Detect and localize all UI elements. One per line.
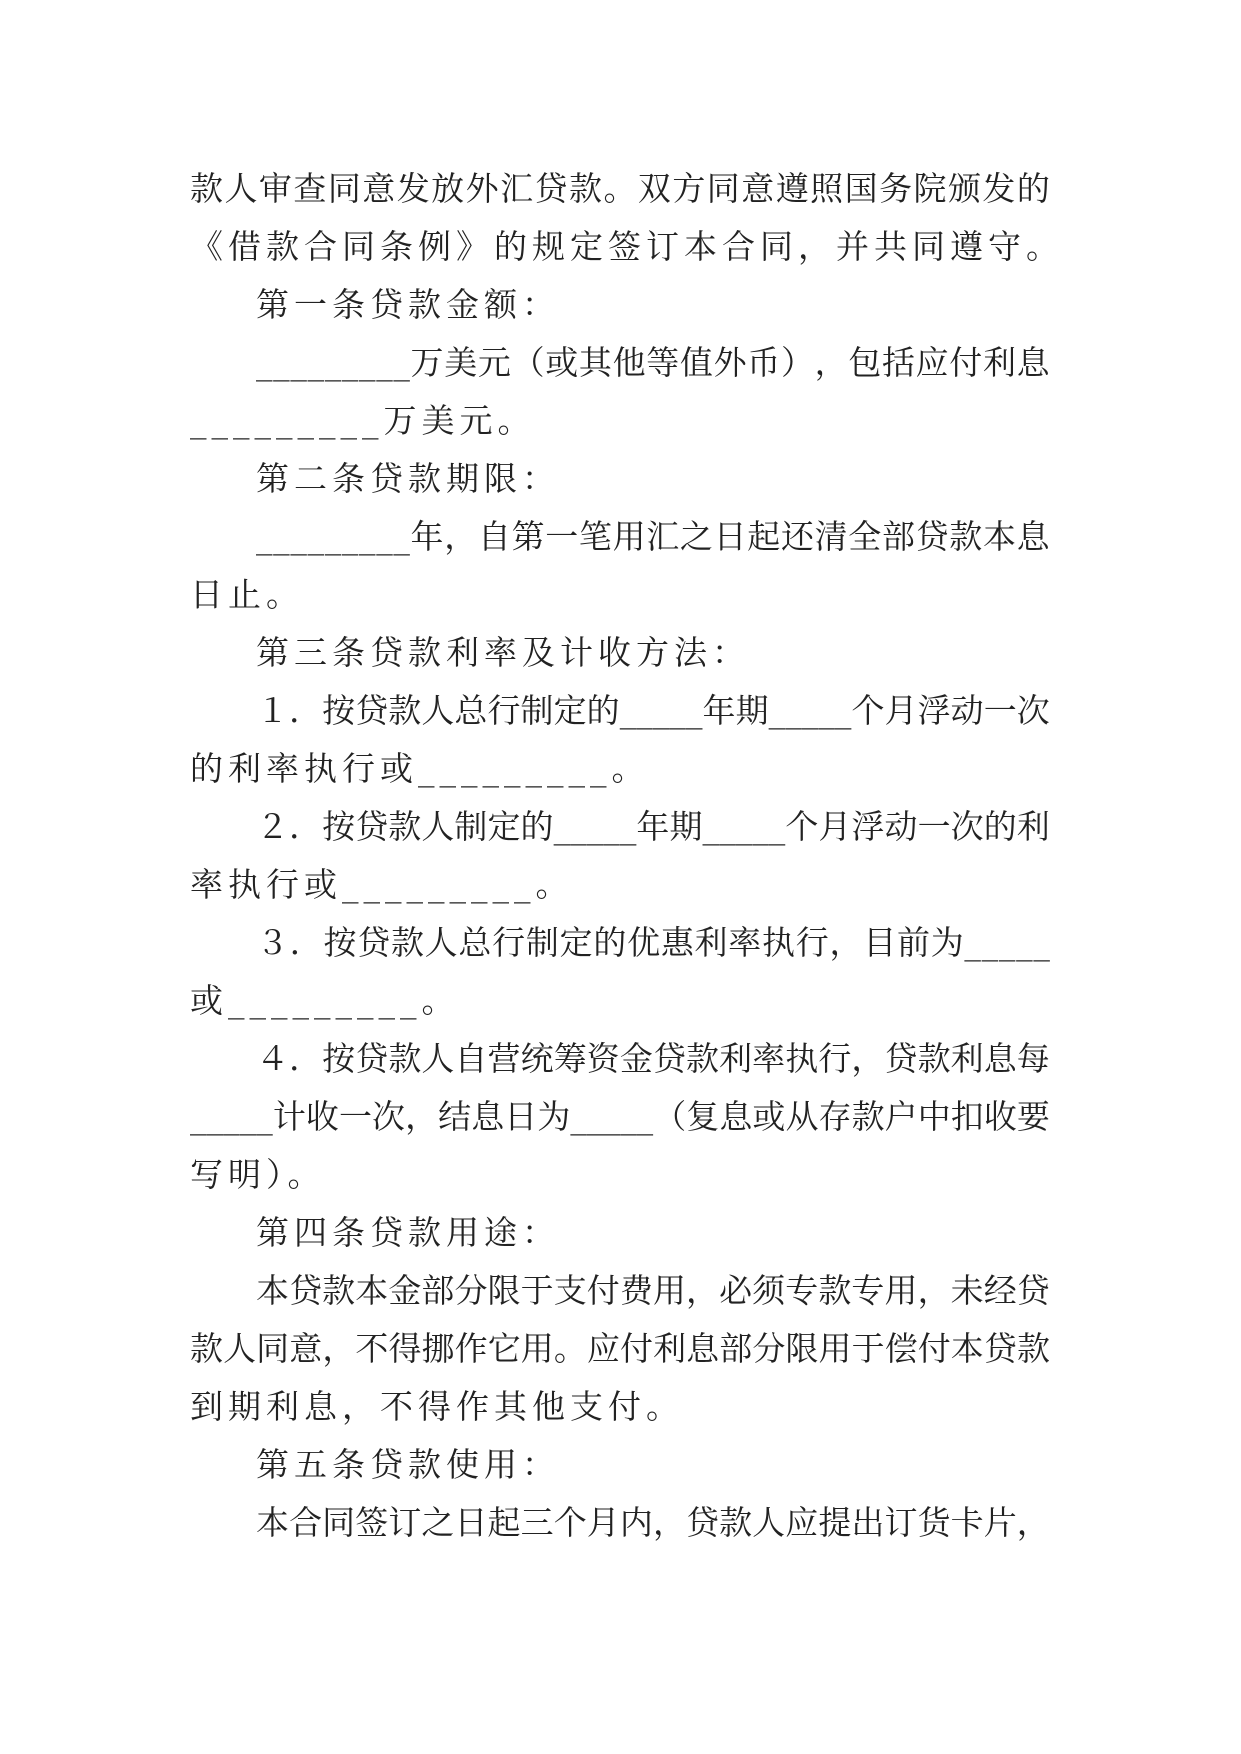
article-3-item-1-line-1: １ ． 按 贷 款 人 总 行 制 定 的 _ _ _ _ _ 年 期 _ _ _ _ _ 个 月 浮 动 一 次 (256, 691, 1050, 730)
article-3-item-4-line-3: 写明）。 (190, 1155, 326, 1194)
article-1-line-1: _ _ _ _ _ _ _ _ _ 万 美 元 （ 或 其 他 等 值 外 币 ） ， 包 括 应 付 利 息 (256, 343, 1050, 382)
article-1-line-2: _________万美元。 (190, 401, 536, 440)
article-5-line-1: 本 合 同 签 订 之 日 起 三 个 月 内 ， 贷 款 人 应 提 出 订 货 卡 片 ， (256, 1503, 1050, 1542)
article-4-line-2: 款 人 同 意 ， 不 得 挪 作 它 用 。 应 付 利 息 部 分 限 用 于 偿 付 本 贷 款 (190, 1329, 1050, 1368)
contract-body (190, 160, 1064, 1552)
article-3-item-3-line-1: ３ ． 按 贷 款 人 总 行 制 定 的 优 惠 利 率 执 行 ， 目 前 为 _ _ _ _ _ (256, 923, 1050, 962)
article-3-item-2-line-1: ２ ． 按 贷 款 人 制 定 的 _ _ _ _ _ 年 期 _ _ _ _ _ 个 月 浮 动 一 次 的 利 (256, 807, 1050, 846)
paragraph-line-2: 《借款合同条例》的规定签订本合同，并共同遵守。 (190, 227, 1064, 266)
article-3-heading: 第三条贷款利率及计收方法： (256, 633, 750, 672)
article-3-item-2-line-2: 率执行或_________。 (190, 865, 574, 904)
article-2-heading: 第二条贷款期限： (256, 459, 560, 498)
article-2-line-1: _ _ _ _ _ _ _ _ _ 年 ， 自 第 一 笔 用 汇 之 日 起 还 清 全 部 贷 款 本 息 (256, 517, 1050, 556)
article-4-line-1: 本 贷 款 本 金 部 分 限 于 支 付 费 用 ， 必 须 专 款 专 用 ， 未 经 贷 (256, 1271, 1050, 1310)
article-4-heading: 第四条贷款用途： (256, 1213, 560, 1252)
article-3-item-3-line-2: 或_________。 (190, 981, 460, 1020)
article-5-heading: 第五条贷款使用： (256, 1445, 560, 1484)
article-3-item-4-line-1: ４ ． 按 贷 款 人 自 营 统 筹 资 金 贷 款 利 率 执 行 ， 贷 款 利 息 每 (256, 1039, 1050, 1078)
article-4-line-3: 到期利息，不得作其他支付。 (190, 1387, 684, 1426)
article-2-line-2: 日止。 (190, 575, 304, 614)
article-3-item-4-line-2: _ _ _ _ _ 计 收 一 次 ， 结 息 日 为 _ _ _ _ _ （ 复 息 或 从 存 款 户 中 扣 收 要 (190, 1097, 1050, 1136)
paragraph-line-1: 款 人 审 查 同 意 发 放 外 汇 贷 款 。 双 方 同 意 遵 照 国 务 院 颁 发 的 (190, 169, 1050, 208)
article-1-heading: 第一条贷款金额： (256, 285, 560, 324)
article-3-item-1-line-2: 的利率执行或_________。 (190, 749, 650, 788)
